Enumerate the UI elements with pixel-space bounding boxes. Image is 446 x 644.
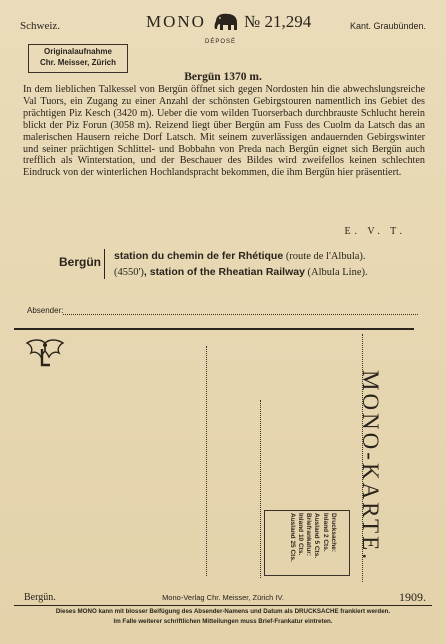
station-brace — [104, 249, 111, 279]
canton-label: Kant. Graubünden. — [349, 21, 426, 31]
station-line-french — [114, 250, 366, 262]
postage-line: Inland 10 Cts. — [296, 513, 304, 556]
station-line1-rest: (route de l'Albula). — [283, 251, 366, 262]
depose-mark: DÉPOSÉ — [205, 39, 237, 45]
station-line2-altitude: (4550') — [114, 267, 144, 278]
station-line2-bold: , station of the Rheatian Railway — [143, 266, 305, 278]
footer-note-2: Im Falle weiterer schriftlichen Mitteilungen muss Brief-Frankatur eintreten. — [113, 618, 333, 625]
country-label: Schweiz. — [20, 20, 61, 32]
postage-box — [264, 510, 350, 576]
brand-name: MONO — [146, 12, 206, 31]
description-text: In dem lieblichen Talkessel von Bergün öffnet sich gegen Nordosten hin die abwechslungsreiche Val Tuors, ein Zugang zu einer Anzahl der schönsten Gebirgstouren namentlich ins Gebiet des prächtigen Piz Kesch (3420 m). Ueber die vom wilden Tuorserbach durchbrauste Schlucht herein blickt der Piz Forun (3058 m). Reizend liegt über Bergün am Fuss des Cuolm da Latsch das an malerischen Hausern reiche Dorf Latsch. Mit seinem zuverlässigen andauernden Gebirgswinter und seiner prächtigen Schlittel- und Bobbahn von Preda nach Bergün eignet sich Bergün auch trefflich als Winterstation, und der Beschauer des Bildes wird zweifellos keinen schlechten Eindruck von der winterlichen Hochlandspracht bekommen, die ihm Bergün hier präsentiert. — [23, 84, 425, 179]
card-number: № 21,294 — [244, 12, 312, 31]
elephant-logo-icon — [212, 11, 240, 33]
postage-line: Drucksache: — [330, 513, 337, 553]
footer-year: 1909. — [399, 590, 426, 604]
postage-line: Ausland 25 Cts. — [288, 513, 296, 562]
winged-l-emblem-icon — [23, 337, 67, 371]
postage-line: Inland 2 Cts. — [321, 513, 329, 552]
signature: E. V. T. — [344, 226, 406, 237]
footer-divider — [14, 605, 432, 606]
station-line2-rest: (Albula Line). — [304, 267, 368, 278]
footer-note-1: Dieses MONO kann mit blosser Beifügung des Absender-Namens und Datum als DRUCKSACHE frankiert werden. — [55, 608, 391, 615]
postage-rates — [287, 513, 337, 573]
divider-line — [14, 328, 414, 330]
photo-credit-line2: Chr. Meisser, Zürich — [39, 58, 117, 67]
station-line-english — [114, 266, 368, 278]
station-line1-bold: station du chemin de fer Rhétique — [114, 250, 284, 262]
sender-label: Absender: — [27, 306, 64, 315]
footer-city: Bergün. — [24, 592, 56, 603]
page-title: Bergün 1370 m. — [184, 71, 262, 83]
station-place: Bergün — [59, 255, 101, 269]
address-line-1 — [206, 346, 207, 576]
sender-line — [63, 314, 418, 315]
postage-line: Briefrankatur: — [305, 513, 313, 556]
publisher: Mono-Verlag Chr. Meisser, Zürich IV. — [162, 593, 284, 602]
postage-line: Ausland 5 Cts. — [313, 513, 321, 559]
mono-karte-title: MONO-KARTE. — [358, 370, 383, 562]
address-line-2 — [260, 400, 261, 578]
photo-credit-box — [28, 44, 128, 73]
photo-credit-line1: Originalaufnahme — [43, 47, 112, 56]
